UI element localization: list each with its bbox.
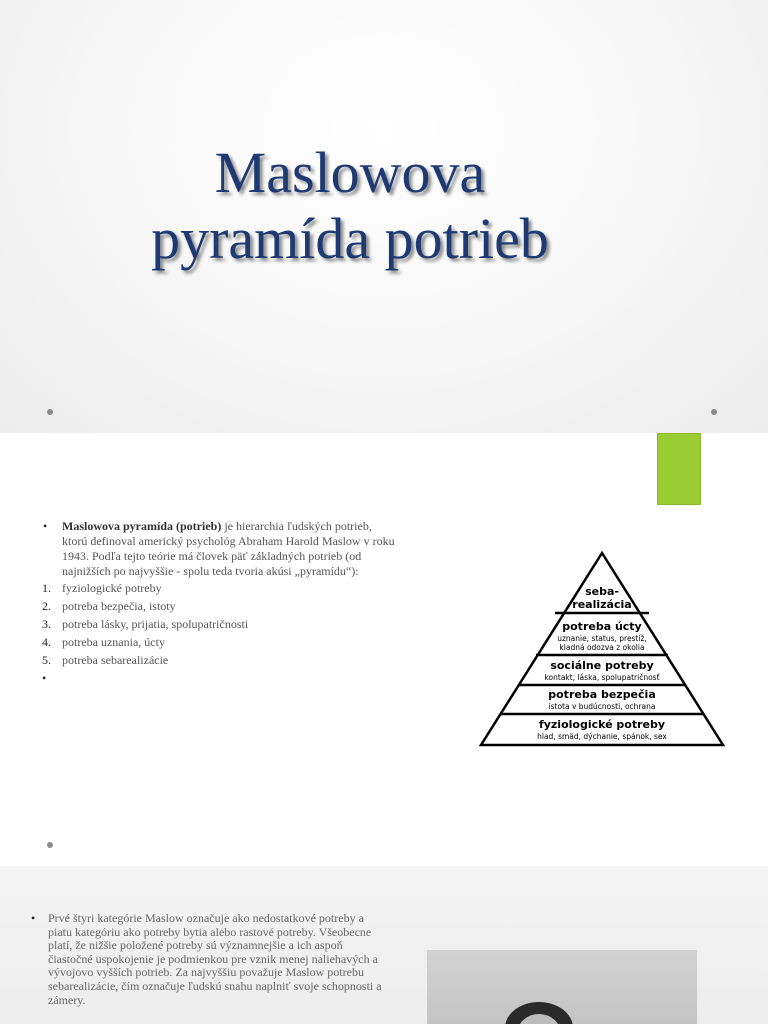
bullet-icon: • <box>31 911 36 925</box>
maslow-photo <box>427 950 697 1024</box>
level4-sub2: kladná odozva z okolia <box>559 643 645 652</box>
title-line-1: Maslowova <box>214 140 486 205</box>
level2-sub: istota v budúcnosti, ochrana <box>548 702 656 711</box>
slide-title <box>0 140 700 272</box>
list-number: 5. <box>42 653 51 667</box>
list-item <box>40 615 400 633</box>
list-text: fyziologické potreby <box>62 581 162 595</box>
photo-placeholder-icon <box>427 950 697 1024</box>
list-item <box>40 633 400 651</box>
slide3-paragraph <box>28 912 388 1007</box>
list-text: potreba sebarealizácie <box>62 653 169 667</box>
list-item <box>40 651 400 669</box>
text-block <box>40 519 400 687</box>
decorative-dot-left <box>47 409 53 415</box>
list-text: potreba uznania, úcty <box>62 635 165 649</box>
level3-sub: kontakt, láska, spolupatričnosť <box>544 673 660 682</box>
intro-term: Maslowova pyramída (potrieb) <box>62 519 222 533</box>
empty-bullet <box>40 669 400 687</box>
intro-paragraph <box>40 519 400 579</box>
list-number: 3. <box>42 617 51 631</box>
list-number: 4. <box>42 635 51 649</box>
bullet-icon: • <box>42 671 47 685</box>
intro-text: je hierarchia ľudských potrieb, ktorú definoval americký psychológ Abraham Harold Maslow v roku 1943. Podľa tejto teórie má človek päť základných potrieb (od najnižších po najvyššie - spolu teda tvoria akúsi „pyramídu“): <box>62 519 395 578</box>
level4-sub1: uznanie, status, prestíž, <box>557 634 647 643</box>
list-text: potreba bezpečia, istoty <box>62 599 176 613</box>
list-number: 2. <box>42 599 51 613</box>
accent-bar <box>657 433 701 505</box>
list-text: potreba lásky, prijatia, spolupatričnosti <box>62 617 249 631</box>
level4-title: potreba úcty <box>562 620 642 633</box>
maslow-pyramid <box>478 551 726 749</box>
list-number: 1. <box>42 581 51 595</box>
title-line-2: pyramída potrieb <box>151 206 549 271</box>
decorative-dot-right <box>711 409 717 415</box>
level5-line1: seba- <box>585 585 619 598</box>
list-item <box>40 597 400 615</box>
slide3-paragraph-text: Prvé štyri kategórie Maslow označuje ako nedostatkové potreby a piatu kategóriu ako potreby bytia alebo rastové potreby. Všeobecne platí, že nižšie položené potreby sú významnejšie a ich aspoň čiastočné uspokojenie je podmienkou pre vznik menej naliehavých a vývojovo vyšších potrieb. Za najvyššiu považuje Maslow potrebu sebarealizácie, čím označuje ľudskú snahu naplniť svoje schopnosti a zámery. <box>48 911 382 1007</box>
level2-title: potreba bezpečia <box>548 688 656 701</box>
bullet-icon: • <box>43 519 48 533</box>
level3-title: sociálne potreby <box>550 659 654 672</box>
list-item <box>40 579 400 597</box>
level1-title: fyziologické potreby <box>538 718 666 731</box>
content-slide <box>0 433 768 866</box>
decorative-dot <box>47 842 53 848</box>
level5-line2: realizácia <box>572 598 632 611</box>
slide3-text <box>28 912 388 1007</box>
title-slide <box>0 0 768 433</box>
third-slide <box>0 866 768 1024</box>
level1-sub: hlad, smäd, dýchanie, spánok, sex <box>537 732 667 741</box>
